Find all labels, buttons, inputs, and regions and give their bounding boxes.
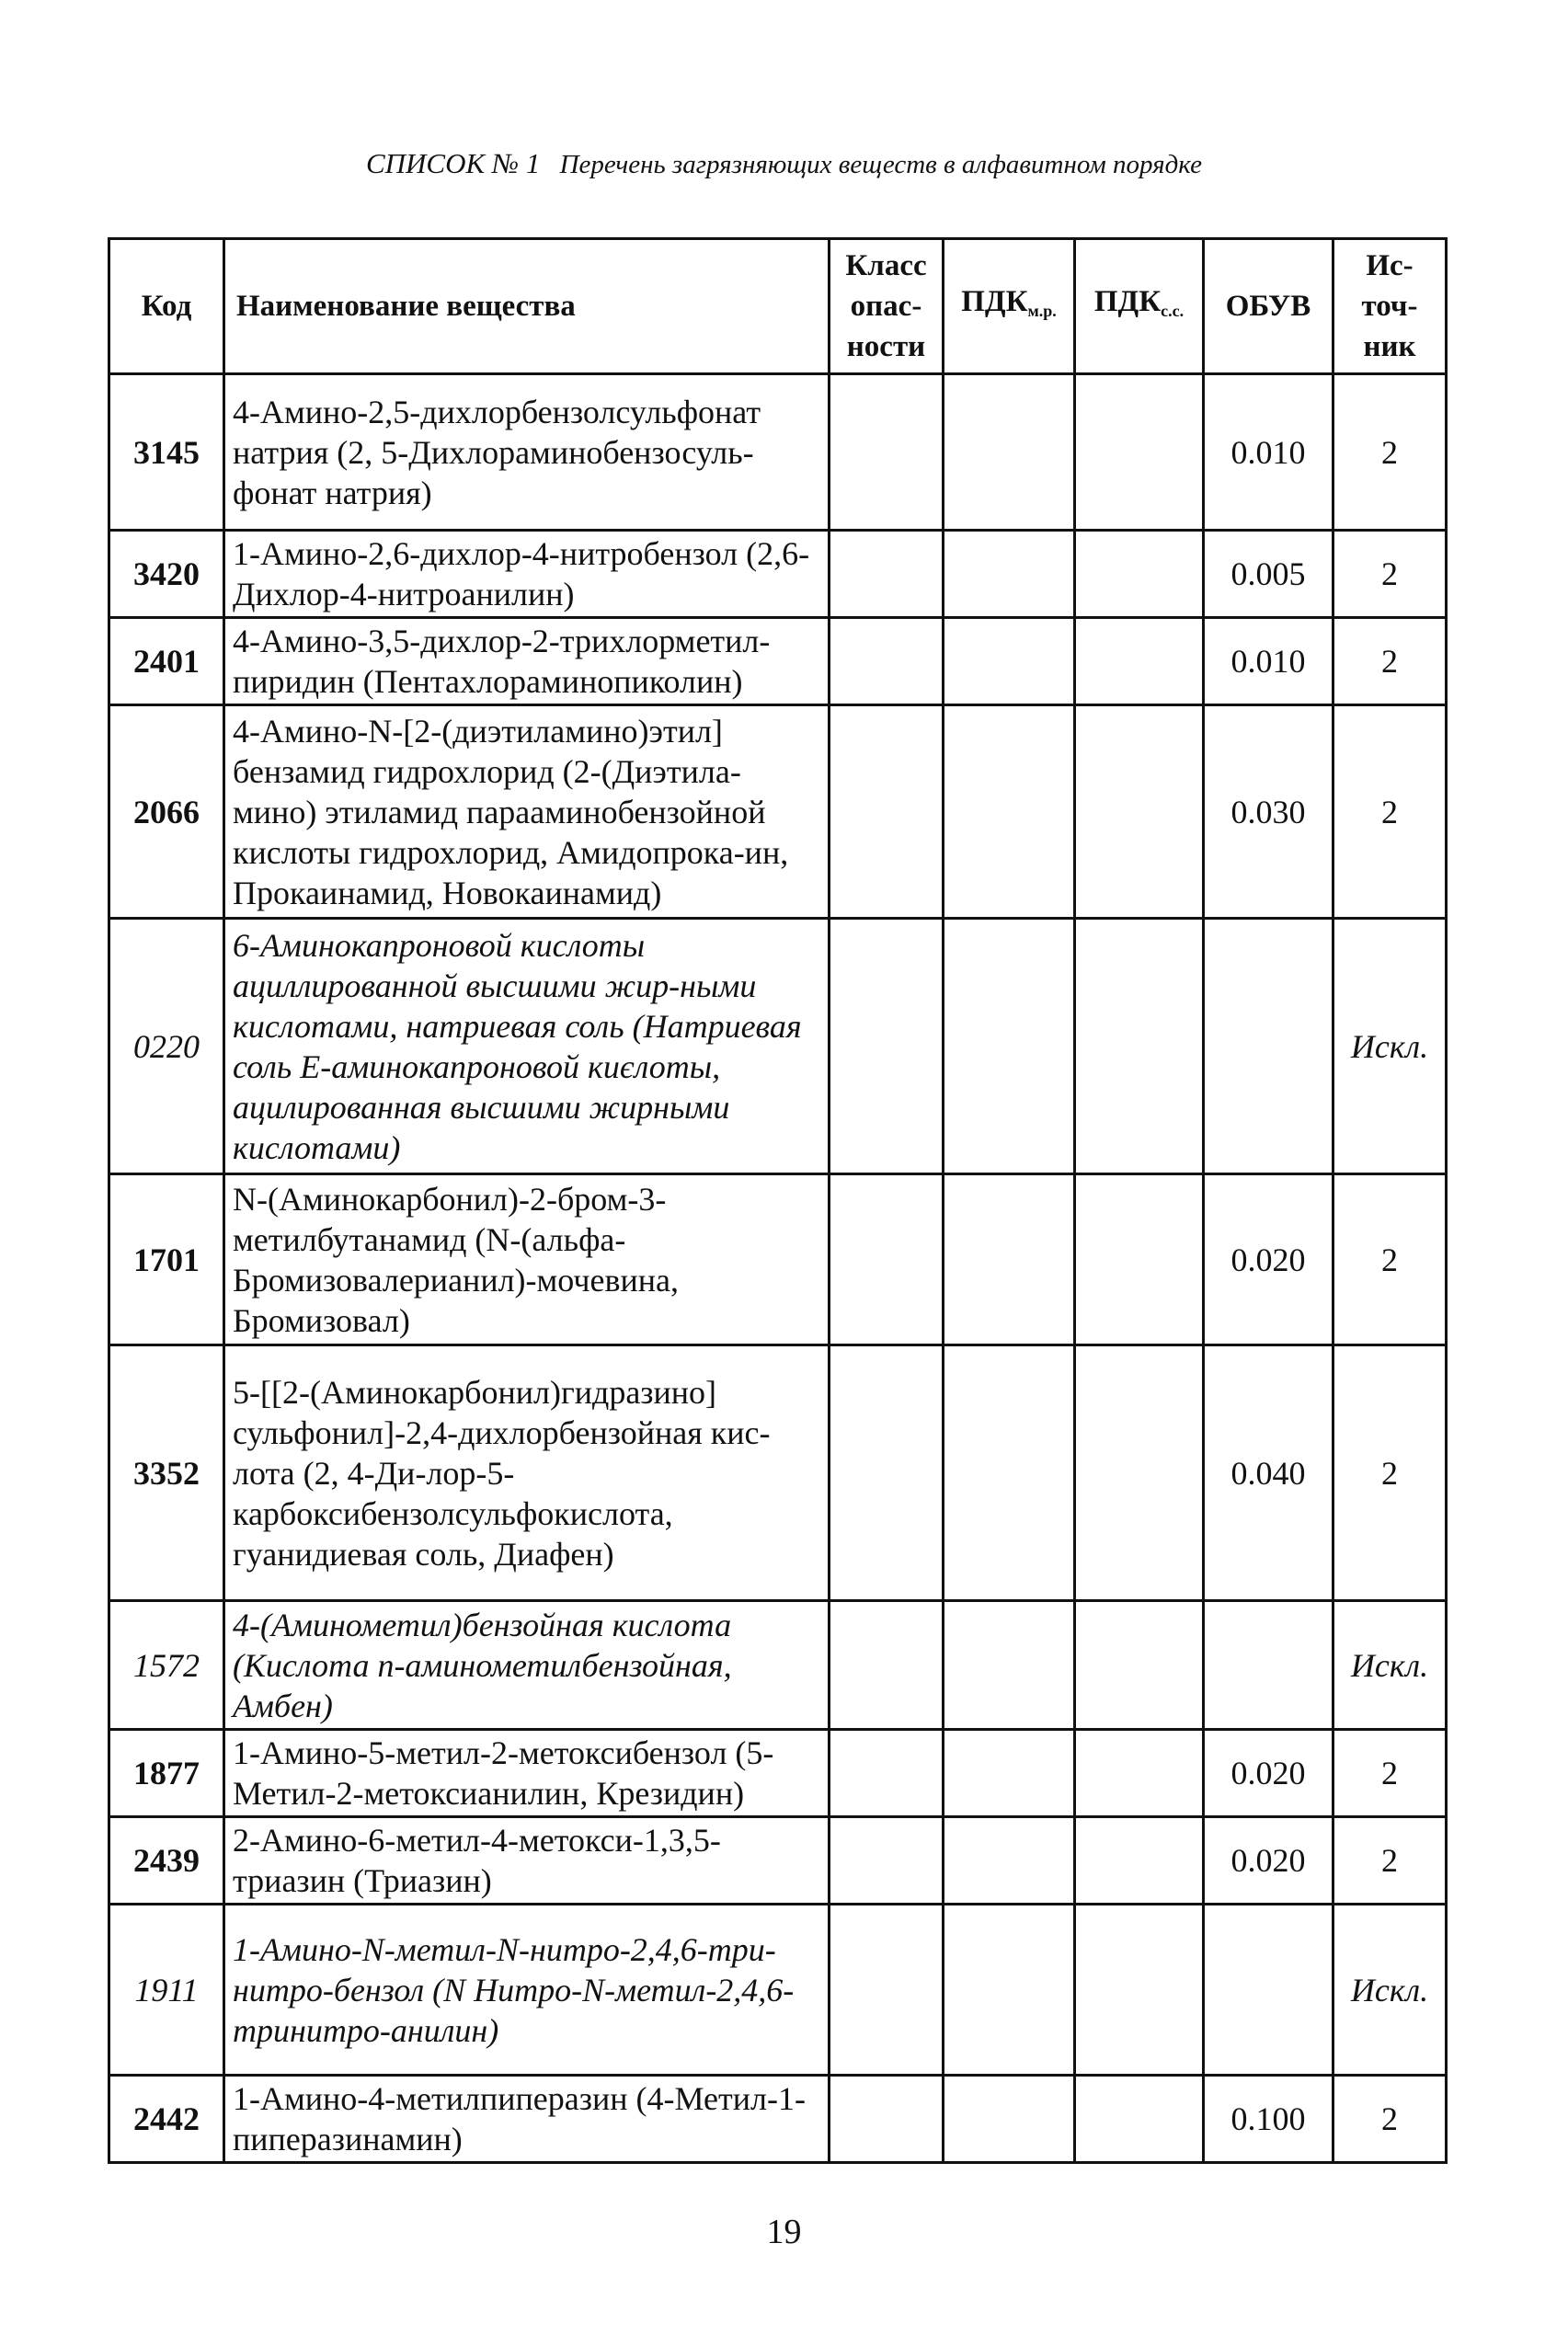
row-source: Искл. <box>1333 1601 1447 1730</box>
row-pdk-mr <box>944 705 1075 919</box>
row-name: 4-Амино-N-[2-(диэтиламино)этил] бензамид гидрохлорид (2-(Диэтила-мино) этиламид парааминобензойной кислоты гидрохлорид, Амидопрока-ин, Прокаинамид, Новокаинамид) <box>224 705 830 919</box>
col-header-hazard-class: Класс опас-ности <box>830 239 944 374</box>
row-pdk-mr <box>944 919 1075 1174</box>
row-hazard-class <box>830 705 944 919</box>
row-name: 5-[[2-(Аминокарбонил)гидразино] сульфонил]-2,4-дихлорбензойная кис-лота (2, 4-Ди-лор-5-карбоксибензолсульфокислота, гуанидиевая соль, Диафен) <box>224 1345 830 1601</box>
row-code: 3420 <box>109 531 224 618</box>
row-pdk-ss <box>1075 2076 1204 2163</box>
row-source: 2 <box>1333 618 1447 705</box>
row-hazard-class <box>830 1730 944 1817</box>
col-header-name: Наименование вещества <box>224 239 830 374</box>
row-name: 1-Амино-2,6-дихлор-4-нитробензол (2,6-Дихлор-4-нитроанилин) <box>224 531 830 618</box>
row-pdk-ss <box>1075 1601 1204 1730</box>
row-pdk-ss <box>1075 374 1204 531</box>
table-row <box>109 1174 1447 1345</box>
row-hazard-class <box>830 374 944 531</box>
row-code: 3145 <box>109 374 224 531</box>
row-pdk-ss <box>1075 919 1204 1174</box>
row-code: 1911 <box>109 1905 224 2076</box>
row-obuv: 0.010 <box>1204 374 1333 531</box>
page-header <box>0 147 1568 180</box>
row-name: 4-(Аминометил)бензойная кислота (Кислота п-аминометилбензойная, Амбен) <box>224 1601 830 1730</box>
row-pdk-mr <box>944 1601 1075 1730</box>
row-code: 1572 <box>109 1601 224 1730</box>
row-pdk-mr <box>944 618 1075 705</box>
row-code: 0220 <box>109 919 224 1174</box>
row-pdk-mr <box>944 2076 1075 2163</box>
row-code: 1701 <box>109 1174 224 1345</box>
row-hazard-class <box>830 2076 944 2163</box>
row-code: 3352 <box>109 1345 224 1601</box>
table-row <box>109 705 1447 919</box>
row-name: 1-Амино-4-метилпиперазин (4-Метил-1-пиперазинамин) <box>224 2076 830 2163</box>
row-obuv: 0.020 <box>1204 1817 1333 1905</box>
table-row <box>109 1730 1447 1817</box>
row-hazard-class <box>830 531 944 618</box>
row-pdk-mr <box>944 1817 1075 1905</box>
list-label: СПИСОК № 1 <box>365 147 541 179</box>
row-pdk-mr <box>944 531 1075 618</box>
row-source: 2 <box>1333 531 1447 618</box>
table-row <box>109 374 1447 531</box>
row-code: 2066 <box>109 705 224 919</box>
row-pdk-ss <box>1075 1174 1204 1345</box>
row-name: 6-Аминокапроновой кислоты ациллированной высшими жир-ными кислотами, натриевая соль (Натриевая соль Е-аминокапроновой києлоты, ацилированная высшими жирными кислотами) <box>224 919 830 1174</box>
col-header-obuv: ОБУВ <box>1204 239 1333 374</box>
row-obuv <box>1204 1905 1333 2076</box>
pdk-mr-sub: м.р. <box>1027 302 1057 320</box>
row-hazard-class <box>830 1905 944 2076</box>
row-name: 1-Амино-N-метил-N-нитро-2,4,6-три-нитро-бензол (N Нитро-N-метил-2,4,6-тринитро-анилин) <box>224 1905 830 2076</box>
table-row <box>109 531 1447 618</box>
col-header-pdk-mr <box>944 239 1075 374</box>
row-name: N-(Аминокарбонил)-2-бром-3-метилбутанамид (N-(альфа-Бромизовалерианил)-мочевина, Бромизовал) <box>224 1174 830 1345</box>
row-obuv: 0.020 <box>1204 1174 1333 1345</box>
row-source: 2 <box>1333 1817 1447 1905</box>
substances-table <box>108 237 1448 2164</box>
row-code: 2401 <box>109 618 224 705</box>
pdk-ss-sub: с.с. <box>1161 302 1185 320</box>
row-source: 2 <box>1333 1174 1447 1345</box>
row-pdk-ss <box>1075 1345 1204 1601</box>
row-hazard-class <box>830 1817 944 1905</box>
row-hazard-class <box>830 1174 944 1345</box>
table-row <box>109 1601 1447 1730</box>
row-pdk-ss <box>1075 1905 1204 2076</box>
row-source: 2 <box>1333 705 1447 919</box>
row-pdk-mr <box>944 1174 1075 1345</box>
row-name: 1-Амино-5-метил-2-метоксибензол (5-Метил-2-метоксианилин, Крезидин) <box>224 1730 830 1817</box>
table-row <box>109 1345 1447 1601</box>
row-obuv: 0.040 <box>1204 1345 1333 1601</box>
row-name: 4-Амино-3,5-дихлор-2-трихлорметил-пиридин (Пентахлораминопиколин) <box>224 618 830 705</box>
table-row <box>109 919 1447 1174</box>
row-source: Искл. <box>1333 1905 1447 2076</box>
table-row <box>109 1817 1447 1905</box>
col-header-pdk-ss <box>1075 239 1204 374</box>
table-row <box>109 1905 1447 2076</box>
row-code: 2439 <box>109 1817 224 1905</box>
list-title: Перечень загрязняющих веществ в алфавитном порядке <box>559 150 1202 179</box>
row-name: 4-Амино-2,5-дихлорбензолсульфонат натрия (2, 5-Дихлораминобензосуль-фонат натрия) <box>224 374 830 531</box>
row-hazard-class <box>830 1601 944 1730</box>
row-obuv: 0.030 <box>1204 705 1333 919</box>
col-header-code: Код <box>109 239 224 374</box>
page-number: 19 <box>766 2213 802 2251</box>
row-hazard-class <box>830 618 944 705</box>
row-obuv: 0.010 <box>1204 618 1333 705</box>
row-hazard-class <box>830 919 944 1174</box>
row-pdk-ss <box>1075 618 1204 705</box>
row-obuv: 0.100 <box>1204 2076 1333 2163</box>
table-row <box>109 618 1447 705</box>
row-hazard-class <box>830 1345 944 1601</box>
row-source: 2 <box>1333 1730 1447 1817</box>
row-pdk-ss <box>1075 705 1204 919</box>
table-header-row <box>109 239 1447 374</box>
row-code: 2442 <box>109 2076 224 2163</box>
row-pdk-mr <box>944 374 1075 531</box>
row-code: 1877 <box>109 1730 224 1817</box>
row-pdk-ss <box>1075 1817 1204 1905</box>
row-obuv <box>1204 1601 1333 1730</box>
row-pdk-ss <box>1075 531 1204 618</box>
row-source: 2 <box>1333 374 1447 531</box>
row-pdk-mr <box>944 1905 1075 2076</box>
row-obuv: 0.020 <box>1204 1730 1333 1817</box>
table-row <box>109 2076 1447 2163</box>
row-source: 2 <box>1333 1345 1447 1601</box>
row-obuv <box>1204 919 1333 1174</box>
row-name: 2-Амино-6-метил-4-метокси-1,3,5-триазин (Триазин) <box>224 1817 830 1905</box>
row-source: Искл. <box>1333 919 1447 1174</box>
row-pdk-mr <box>944 1345 1075 1601</box>
row-source: 2 <box>1333 2076 1447 2163</box>
row-pdk-mr <box>944 1730 1075 1817</box>
row-pdk-ss <box>1075 1730 1204 1817</box>
pdk-mr-label: ПДК <box>961 285 1028 318</box>
row-obuv: 0.005 <box>1204 531 1333 618</box>
pdk-ss-label: ПДК <box>1093 285 1162 318</box>
col-header-source: Ис-точ-ник <box>1333 239 1447 374</box>
